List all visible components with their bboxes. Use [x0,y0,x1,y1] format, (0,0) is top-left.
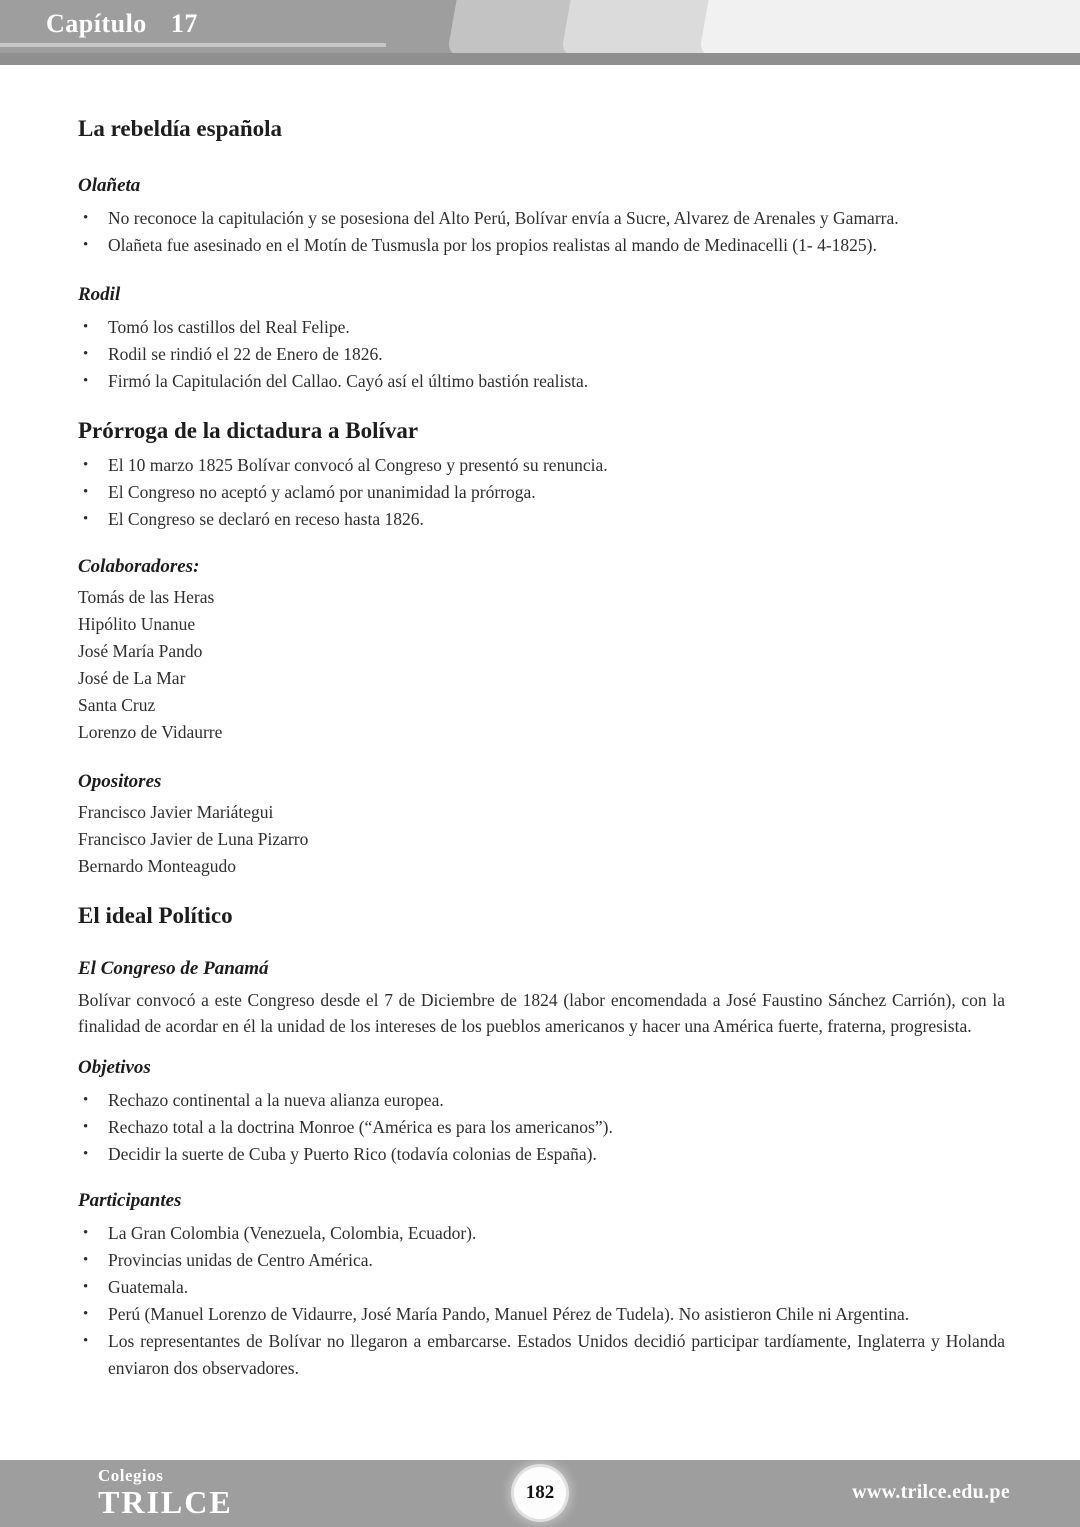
chapter-title [46,9,198,39]
header-bottom-strip [0,53,1080,65]
page-content [78,65,1005,1382]
list-line: Hipólito Unanue [78,614,196,634]
list-line: Bernardo Monteagudo [78,856,236,876]
header-decoration-stripe-3 [699,0,1080,53]
olaneta-bullet-list [78,205,1005,259]
list-line: Tomás de las Heras [78,587,215,607]
congreso-paragraph: Bolívar convocó a este Congreso desde el 7 de Diciembre de 1824 (labor encomendada a José Faustino Sánchez Carrión), con la finalidad de acordar en él la unidad de los intereses de los pueblos americanos y hacer una América fuerte, fraterna, progresista. [78,990,1005,1036]
subsection-heading-opositores: Opositores [78,771,162,792]
bullet-item: • Guatemala. [78,1274,1005,1301]
bullet-item: • Firmó la Capitulación del Callao. Cayó así el último bastión realista. [78,368,1005,395]
chapter-label: Capítulo [46,9,147,38]
list-line: Lorenzo de Vidaurre [78,722,223,742]
objetivos-bullet-list [78,1087,1005,1168]
opositores-list [78,799,1005,880]
bullet-item: • Rodil se rindió el 22 de Enero de 1826. [78,341,1005,368]
subsection-heading-participantes: Participantes [78,1190,182,1211]
bullet-item: • Rechazo continental a la nueva alianza europea. [78,1087,1005,1114]
bullet-item: • El Congreso se declaró en receso hasta 1826. [78,506,1005,533]
subsection-heading-colaboradores: Colaboradores: [78,556,200,577]
colaboradores-list [78,584,1005,746]
subsection-heading-rodil: Rodil [78,284,121,305]
bullet-item: • La Gran Colombia (Venezuela, Colombia, Ecuador). [78,1220,1005,1247]
list-line: Santa Cruz [78,695,156,715]
chapter-underline [0,43,386,47]
bullet-item: • Decidir la suerte de Cuba y Puerto Rico (todavía colonias de España). [78,1141,1005,1168]
prorroga-bullet-list [78,452,1005,533]
subsection-heading-objetivos: Objetivos [78,1057,151,1078]
bullet-item: • El 10 marzo 1825 Bolívar convocó al Congreso y presentó su renuncia. [78,452,1005,479]
bullet-item: • No reconoce la capitulación y se posesiona del Alto Perú, Bolívar envía a Sucre, Alvarez de Arenales y Gamarra. [78,205,1005,232]
footer-bar [0,1460,1080,1527]
section-title-ideal: El ideal Político [78,903,233,928]
brand-top-label: Colegios [98,1466,164,1485]
section-title-prorroga: Prórroga de la dictadura a Bolívar [78,418,419,443]
section-title-rebeldia: La rebeldía española [78,116,283,141]
chapter-number: 17 [170,9,198,38]
rodil-bullet-list [78,314,1005,395]
bullet-item: • El Congreso no aceptó y aclamó por unanimidad la prórroga. [78,479,1005,506]
website-url: www.trilce.edu.pe [852,1481,1010,1503]
bullet-item: • Perú (Manuel Lorenzo de Vidaurre, José María Pando, Manuel Pérez de Tudela). No asistieron Chile ni Argentina. [78,1301,1005,1328]
brand-logo [98,1467,233,1518]
subsection-heading-congreso: El Congreso de Panamá [78,958,269,979]
list-line: Francisco Javier de Luna Pizarro [78,829,309,849]
brand-name-label: TRILCE [98,1484,233,1520]
subsection-heading-olaneta: Olañeta [78,175,141,196]
chapter-header [0,0,1080,65]
bullet-item: • Tomó los castillos del Real Felipe. [78,314,1005,341]
bullet-item: • Provincias unidas de Centro América. [78,1247,1005,1274]
page-number-badge [514,1467,566,1519]
bullet-item: • Rechazo total a la doctrina Monroe (“América es para los americanos”). [78,1114,1005,1141]
participantes-bullet-list [78,1220,1005,1382]
list-line: Francisco Javier Mariátegui [78,802,274,822]
bullet-item: • Los representantes de Bolívar no llegaron a embarcarse. Estados Unidos decidió participar tardíamente, Inglaterra y Holanda enviaron dos observadores. [78,1328,1005,1382]
bullet-item: • Olañeta fue asesinado en el Motín de Tusmusla por los propios realistas al mando de Medinacelli (1- 4-1825). [78,232,1005,259]
page-number: 182 [525,1482,555,1503]
list-line: José de La Mar [78,668,186,688]
list-line: José María Pando [78,641,203,661]
